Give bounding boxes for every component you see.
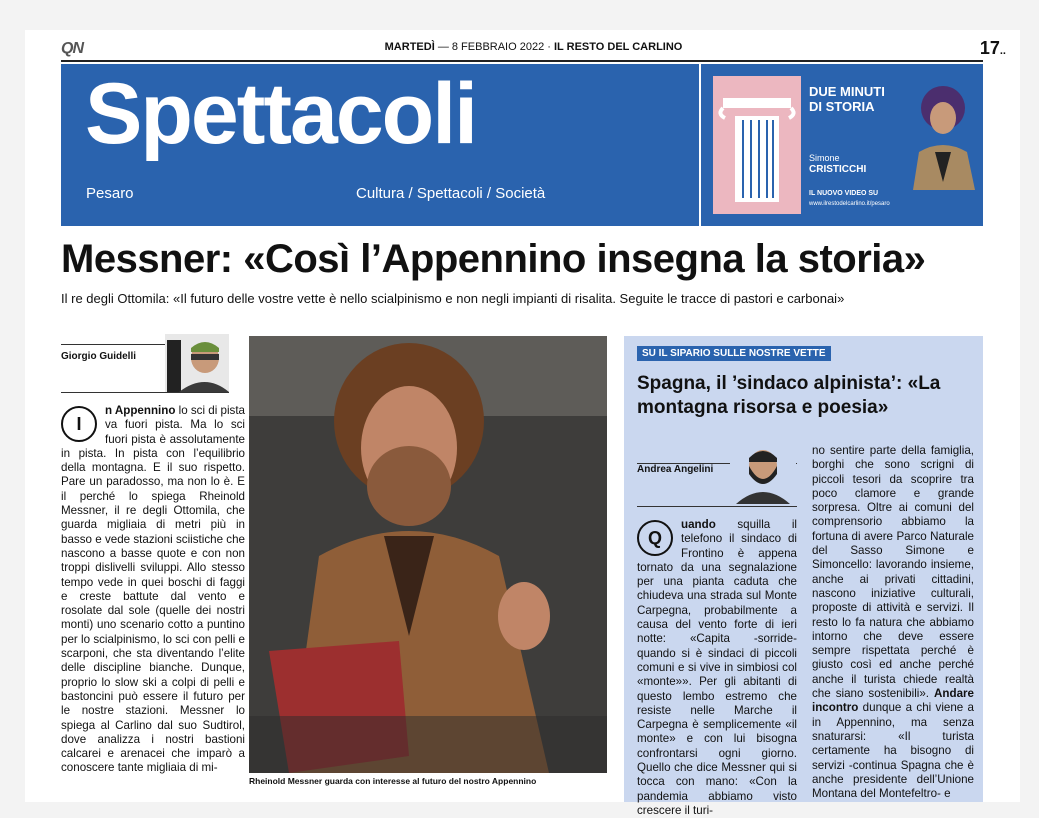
kicker-label: SU IL SIPARIO SULLE NOSTRE VETTE [637,346,831,361]
section-banner [61,64,699,226]
paper-name: IL RESTO DEL CARLINO [554,41,683,53]
section-subtitles: Cultura / Spettacoli / Società [356,185,546,202]
promo-box[interactable] [701,64,983,226]
section-city: Pesaro [86,185,134,202]
lead-in: n Appennino [105,404,176,417]
headline: Messner: «Così l’Appennino insegna la storia» [61,237,926,281]
promo-footer: IL NUOVO VIDEO SU [809,190,879,197]
section-title: Spettacoli [85,66,476,162]
day: MARTEDÌ [384,41,435,53]
column-icon [713,76,801,214]
qn-logo: QN [61,40,83,57]
author-photo [165,334,229,392]
sidebar-dropcap: Q [637,520,673,556]
dropcap: I [61,406,97,442]
dateline: MARTEDÌ — 8 FEBBRAIO 2022 · IL RESTO DEL CARLINO [384,41,683,53]
portrait-photo [905,82,977,190]
article-text: lo sci di pista va fuori pista. Ma lo sci fuori pista è assolutamente in pista. In pista con l’equilibrio della montagna. E il suo rispetto. Pare un paradosso, ma non lo è. E il perché lo spiega Rheinold Messner, il re degli Ottomila, che guarda migliaia di metri più in basso e vede stazioni sciistiche che nascono a basse quote e con non troppi dislivelli sviluppi. Allo stesso tempo vede in quei boschi di faggi e creste battute dal vento e rosolate dal sole (quelle dei nostri monti) uno scenario cotto a puntino per lo scialpinismo, lo sci con pelli e scarponi, che sta diventando l’elite delle discipline bianche. Dunque, proprio lo slow ski a colpi di pelli e bastoncini può essere il futuro per le nostre stazioni. Messner lo spiega al Carlino dal suo Sudtirol, dove analizza i nostri bastioni calcarei e arenacei che imparò a conoscere tante migliaia di mi- [61,404,246,775]
sidebar-lead-in: uando [681,518,716,531]
sidebar-lead-in-2: Andare incontro [812,687,974,715]
newspaper-page [25,30,1020,817]
sidebar-col-2 [812,444,974,802]
promo-title: DUE MINUTI DI STORIA [809,84,885,114]
sidebar-title: Spagna, il ’sindaco alpinista’: «La montagna risorsa e poesia» [637,373,941,418]
header-rule [61,60,983,62]
promo-url[interactable]: www.ilrestodelcarlino.it/pesaro [809,201,890,207]
article-body [61,404,245,802]
page-number: 17.. [979,38,1006,58]
photo-caption: Rheinold Messner guarda con interesse al futuro del nostro Appennino [249,776,537,786]
sidebar-text-3: dunque a chi viene a in Appennino, ma senza snaturarsi: «Il turista certamente ha bisogno di servizi -continua Spagna che è anche presidente dell’Unione Montana del Montefeltro- e [812,701,974,801]
sidebar-box [624,336,983,817]
promo-last-name: CRISTICCHI [809,164,867,175]
sidebar-text-1: squilla il telefono il sindaco di Frontino è appena tornato da una segnalazione per una pianta caduta che chiudeva una strada sul Monte Carpegna, probabilmente a causa del vento forte di ieri notte: «Capita -sorride- quando si è sindaci di piccoli comuni e si vive in simbiosi col «monte»». Per gli abitanti di questo lembo estremo che resiste nelle Marche il Carpegna è semplicemente «il monte» e con lui bisogna confrontarsi ogni giorno. Quello che dice Messner qui si tocca con mano: «Con la pandemia abbiamo visto crescere il turi- [637,518,797,817]
article-photo [249,336,607,773]
page-header [61,38,1006,58]
sidebar-author: Andrea Angelini [637,464,714,475]
sidebar-col-1 [637,518,797,817]
sidebar-text-2: no sentire parte della famiglia, borghi che sono scrigni di piccoli tesori da scoprire tra poco clamore e grande sorpresa. Oltre ai comuni del comprensorio abbiamo la fortuna di avere Parco Naturale del Sasso Simone e Simoncello: lavorando insieme, anche ai privati cittadini, nascono iniziative culturali, proposte di attività e servizi. Il resto lo fa natura che abbiamo intorno che deve essere sempre rispettata perché è giusto così ed anche perché anche il turista chiede realtà che siano sostenibili». [812,444,974,701]
sidebar-author-photo [730,444,796,504]
author-byline: Giorgio Guidelli [61,351,136,362]
subheadline: Il re degli Ottomila: «Il futuro delle vostre vette è nello scialpinismo e non negli impianti di risalita. Seguite le tracce di pastori e carbonai» [61,291,845,306]
promo-first-name: Simone [809,153,840,163]
date: 8 FEBBRAIO 2022 [451,41,545,53]
